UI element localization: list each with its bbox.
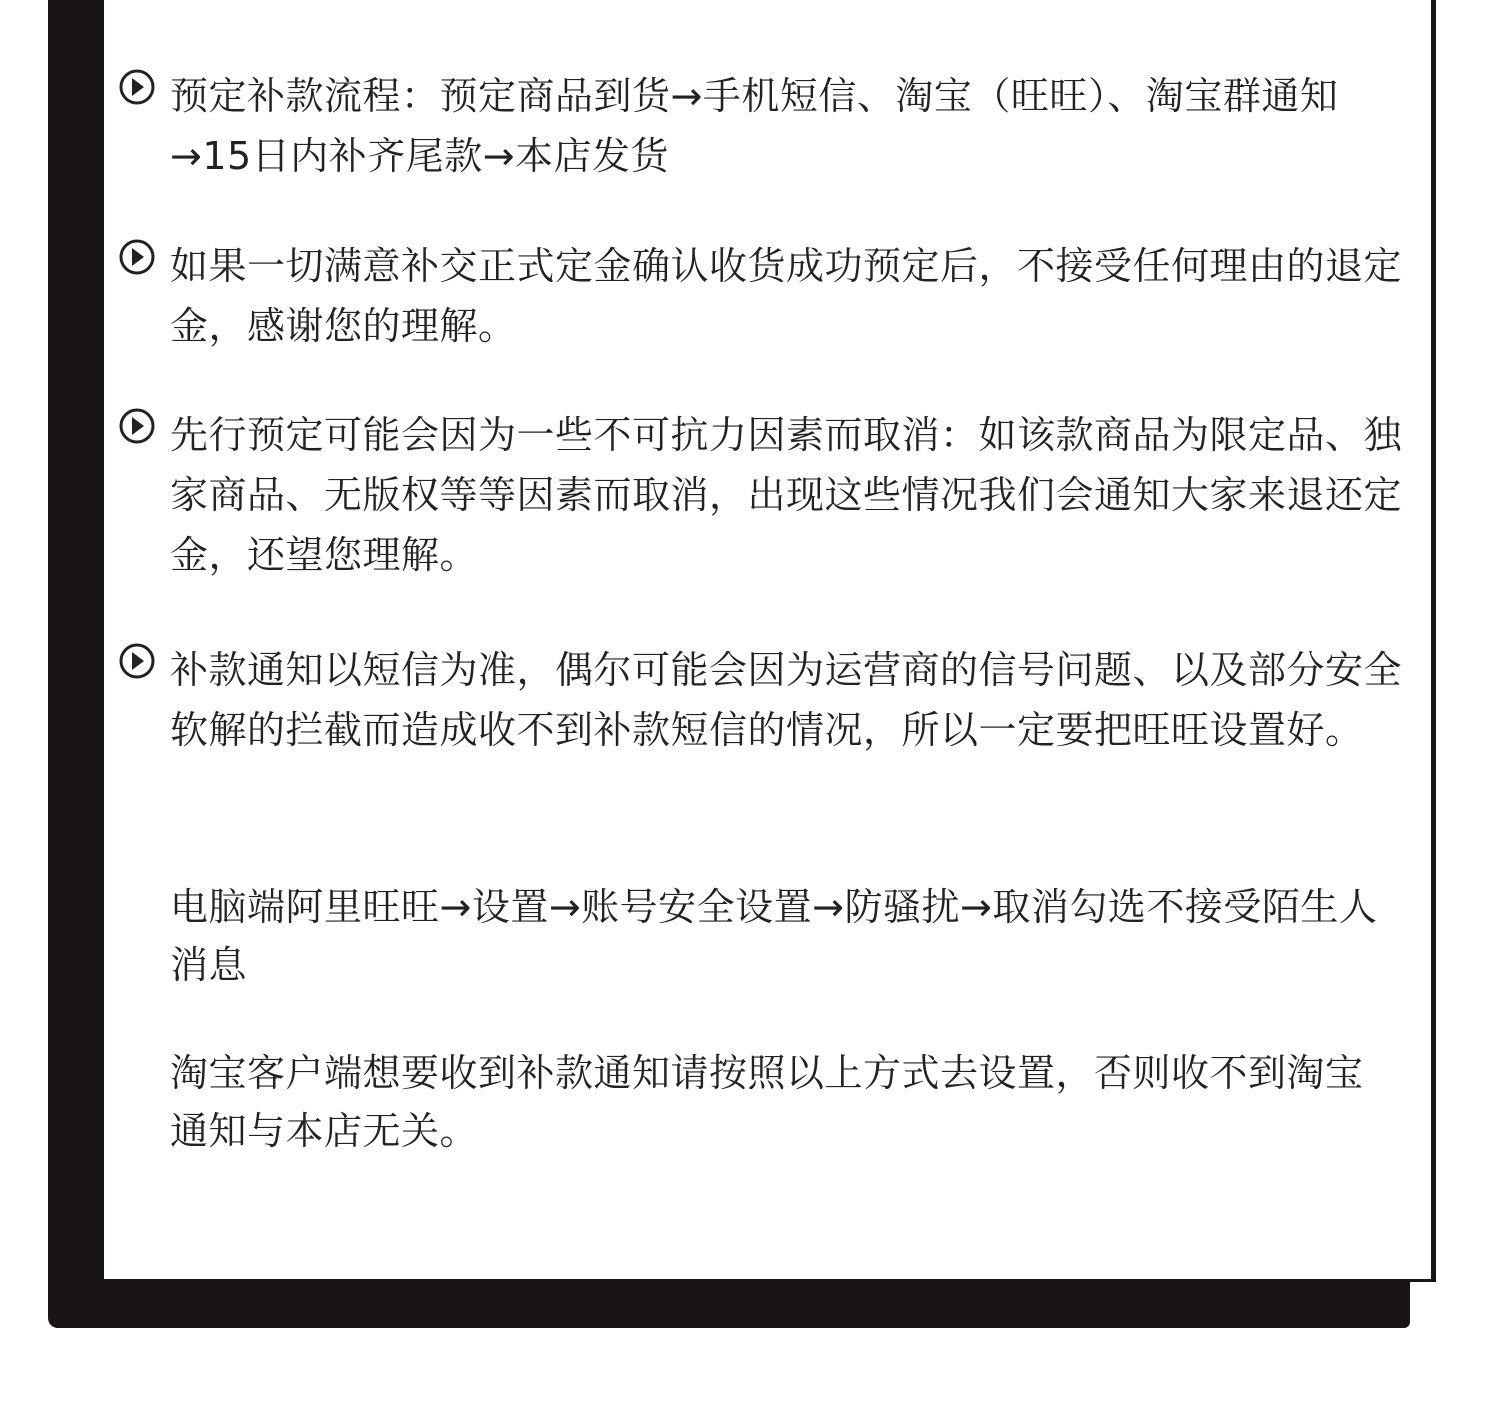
list-item-cancellation xyxy=(118,405,1408,585)
list-item-text: 如果一切满意补交正式定金确认收货成功预定后，不接受任何理由的退定金，感谢您的理解。 xyxy=(170,244,1403,348)
wangwang-settings-note: 电脑端阿里旺旺→设置→账号安全设置→防骚扰→取消勾选不接受陌生人消息 xyxy=(170,885,1378,987)
taobao-client-note: 淘宝客户端想要收到补款通知请按照以上方式去设置，否则收不到淘宝通知与本店无关。 xyxy=(170,1051,1364,1153)
circle-arrow-right-icon xyxy=(118,238,156,276)
circle-arrow-right-icon xyxy=(118,68,156,106)
list-item-sms-notice xyxy=(118,640,1408,760)
list-item-text: 先行预定可能会因为一些不可抗力因素而取消：如该款商品为限定品、独家商品、无版权等等因素而取消，出现这些情况我们会通知大家来退还定金，还望您理解。 xyxy=(170,413,1403,577)
list-item-refund-policy xyxy=(118,236,1408,356)
circle-arrow-right-icon xyxy=(118,407,156,445)
list-item-booking-process xyxy=(118,66,1408,186)
list-item-text: 预定补款流程：预定商品到货→手机短信、淘宝（旺旺）、淘宝群通知→15日内补齐尾款→本店发货 xyxy=(170,74,1339,178)
list-item-text: 补款通知以短信为准，偶尔可能会因为运营商的信号问题、以及部分安全软解的拦截而造成收不到补款短信的情况，所以一定要把旺旺设置好。 xyxy=(170,648,1403,752)
circle-arrow-right-icon xyxy=(118,642,156,680)
